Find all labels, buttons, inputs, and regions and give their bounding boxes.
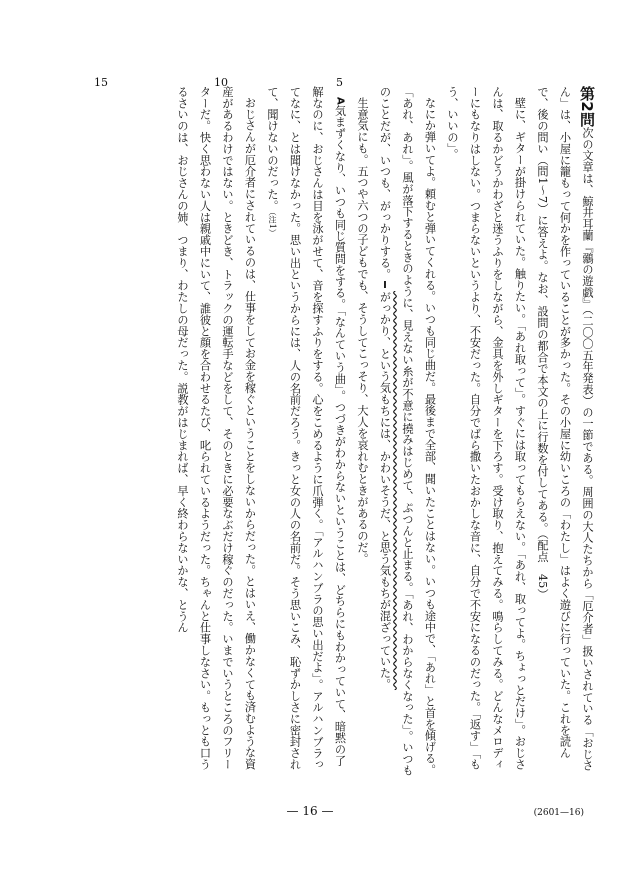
paragraph-2: [373, 86, 441, 776]
page-number: — 16 —: [286, 804, 334, 818]
paragraph-1: 壁に、ギターが掛けられていた。触りたい。「あれ取って」。すぐには取ってもらえない。「あれ、取ってよ。ちょっとだけ」。おじさんは、取るかどうかわざと迷うふりをしながら、金具を外しギターを下ろす。受け取り、抱えてみる。鳴らしてみる。どんなメロディーにもなりはしない。つまらないというより、不安だった。自分でばら撒いたおかしな音に、自分で不安になるのだった。「返す」「もう、いいの」。: [446, 86, 527, 771]
line-number-10: 10: [214, 76, 228, 89]
note-marker-1: （注1）: [268, 211, 277, 238]
underline-mark-A: A: [334, 97, 346, 106]
paragraph-3: 生意気にも。五つや六つの子どもでも、そうしてこっそり、大人を哀れむときがあるのだ。: [356, 97, 369, 565]
paragraph-5: おじさんが厄介者にされているのは、仕事をしてお金を稼ぐということをしないからだった。とはいえ、働かなくても済むような資産があるわけではない。ときどき、トラックの運転手などをして、そのときに必要なぶだけ稼ぐのだった。いまでいうところのフリーターだ。快く思わない人は親戚中にいて、誰彼と顔を合わせるたび、叱られているようだった。ちゃんと仕事しなさい。もっとも口うるさいのは、おじさんの姉、つまり、わたしの母だった。説教がはじまれば、早く終わらないかな、とうん: [176, 86, 257, 770]
vertical-text-body: [48, 86, 598, 776]
question-title: 第2問: [578, 86, 596, 128]
paragraph-4-text: 気まずくなり、いつも同じ質問をする。「なんていう曲」。つづきがわからないということは、どちらにもわかっていて、暗黙の了解なのに、おじさんは目を泳がせて、音を探すふりをする。心をこめるように爪弾く。「アルハンブラの思い出だよ」。アルハンブラってなに、とは聞けなかった。思い出というからには、人の名前だろう。きっと女の人の名前だ。そう思いこみ、恥ずかしさに密封されて、聞けないのだった。: [266, 86, 347, 771]
underline-mark-I: Ⅰ: [379, 279, 391, 292]
question-intro: [531, 86, 599, 776]
wavy-underlined-text: がっかり、という気もちには、かわいそうだ、と思う気もちが混ざっていた。: [378, 291, 392, 691]
paragraph-2-text: なにか弾いてよ。頼むと弾いてくれる。いつも同じ曲だ。最後まで全部、聞いたことはない。いつも途中で、「あれ」と首を傾げる。「あれ、あれ」。風が落下するときのように、見えない糸が不意に撓みはじめて、ぷつんと止まる。「あれ、わからなくなった」。いつものことだが、いつも、がっかりする。: [378, 86, 437, 776]
exam-code: (2601—16): [533, 808, 584, 818]
intro-text: 次の文章は、鯨井耳蘭『鶸の遊戯』（二〇〇五年発表）の一節である。周囲の大人たちから「厄介者」扱いされている「おじさん」は、小屋に籠もって何かを作っていることが多かった。その小屋に幼いころの「わたし」はよく遊びに行っていた。これを読んで、後の問い（問1〜7）に答えよ。なお、設問の都合で本文の上に行数を付してある。（配点 45）: [536, 86, 594, 772]
paragraph-4: [261, 86, 351, 776]
line-number-5: 5: [336, 76, 343, 89]
line-number-15: 15: [94, 76, 108, 89]
